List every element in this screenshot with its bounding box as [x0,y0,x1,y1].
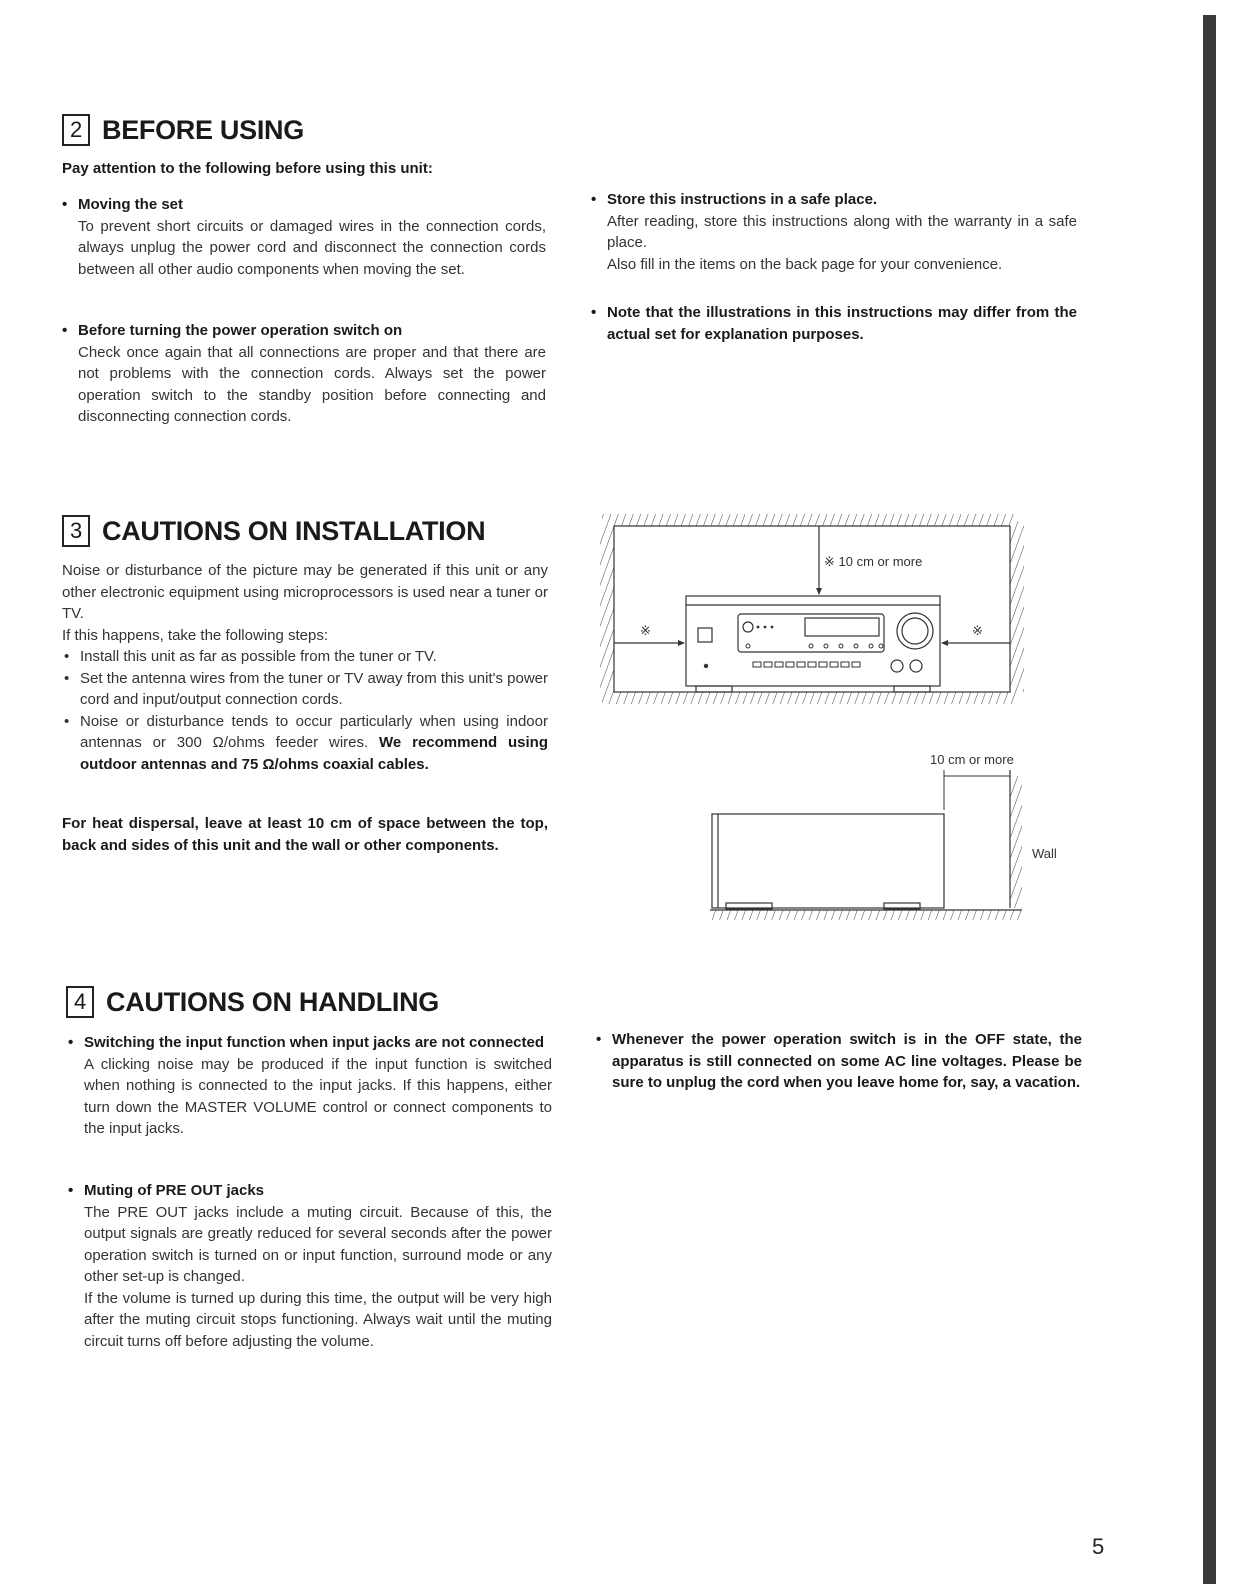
section-number: 4 [66,986,94,1018]
section-3-heading [62,515,485,547]
item-text: To prevent short circuits or damaged wires in the connection cords, always unplug the power cord and disconnect the connection cords between all other audio components when moving the set. [78,217,546,278]
receiver-front [686,596,940,692]
page-edge-shadow [1203,15,1216,1584]
off-state-warning [612,1029,1082,1094]
heat-dispersal [62,813,548,856]
wall-hatch-bottom [602,692,1018,704]
receiver-side [712,814,944,909]
page-number: 5 [1092,1534,1105,1559]
intro-text: Noise or disturbance of the picture may be generated if this unit or any other electronic equipment using microprocessors is used near a tuner or TV. [62,562,548,622]
step-1: • Install this unit as far as possible from the tuner or TV. [62,646,548,668]
item-heading: • Before turning the power operation switch on [78,320,546,342]
steps-list [62,646,548,775]
section-title: CAUTIONS ON INSTALLATION [102,515,486,546]
section-number: 3 [62,515,90,547]
clearance-mark-left: ※ [640,623,651,638]
before-power-on [78,320,546,428]
clearance-mark-right: ※ [972,623,983,638]
item-text: The PRE OUT jacks include a muting circuit. Because of this, the output signals are greatly reduced for several seconds after the power operation switch is turned on or input function, surround mode or any other set-up is changed. [84,1203,552,1285]
moving-the-set [78,194,546,280]
store-instructions [607,189,1077,275]
warning-text: • Whenever the power operation switch is in the OFF state, the apparatus is still connected on some AC line voltages. Please be sure to unplug the cord when you leave home for, say, a vacation. [612,1029,1082,1094]
section-4-heading [66,986,439,1018]
item-text: After reading, store this instructions along with the warranty in a safe place. [607,212,1077,251]
step-3-plain: Noise or disturbance tends to occur particularly when using indoor antennas or 300 Ω/ohms feeder wires. [80,712,548,751]
switching-input [84,1032,552,1140]
item-heading: • Muting of PRE OUT jacks [84,1180,552,1202]
heat-text: For heat dispersal, leave at least 10 cm of space between the top, back and sides of this unit and the wall or other components. [62,815,548,854]
section-title: CAUTIONS ON HANDLING [106,986,439,1017]
illustration-note [607,302,1077,345]
wall-hatch-top [602,514,1018,526]
step-3 [62,711,548,776]
step-3-bold: We recommend using outdoor antennas and 75 Ω/ohms coaxial cables. [80,734,549,773]
installation-figure-top [598,508,1030,708]
item-heading: • Switching the input function when input jacks are not connected [84,1032,552,1054]
receiver-small-keys [746,644,883,667]
step-2: • Set the antenna wires from the tuner or TV away from this unit's power cord and input/output connection cords. [62,668,548,711]
wall-hatch [1010,776,1022,908]
item-text: Check once again that all connections are proper and that there are not problems with the connection cords. Always set the power operation switch to the standby position before connecting and disconnecting connection cords. [78,343,546,425]
item-text: A clicking noise may be produced if the input function is switched when nothing is connected to the input jacks. If this happens, either turn down the MASTER VOLUME control or connect components to the input jacks. [84,1055,552,1137]
item-text-2: Also fill in the items on the back page for your convenience. [607,255,1003,273]
muting-pre-out [84,1180,552,1352]
item-heading: • Store this instructions in a safe place. [607,189,1077,211]
installation-figure-side [700,748,1070,930]
section-title: BEFORE USING [102,114,304,145]
wall-hatch-left [600,526,614,692]
wall-hatch-right [1010,526,1024,692]
item-heading: • Moving the set [78,194,546,216]
section-number: 2 [62,114,90,146]
item-text-2: If the volume is turned up during this time, the output will be very high after the muting circuit stops functioning. Always wait until the muting circuit turns off before adjusting the volume. [84,1289,552,1350]
section-2-heading [62,114,304,146]
steps-intro: If this happens, take the following steps: [62,626,328,644]
floor-hatch [710,910,1022,920]
wall-label: Wall [1032,846,1057,861]
clearance-label-side: 10 cm or more [930,752,1014,767]
installation-text [62,560,548,775]
clearance-label-top: ※ 10 cm or more [824,554,923,569]
note-text: • Note that the illustrations in this instructions may differ from the actual set for explanation purposes. [607,302,1077,345]
section-2-lead: Pay attention to the following before using this unit: [62,160,433,177]
